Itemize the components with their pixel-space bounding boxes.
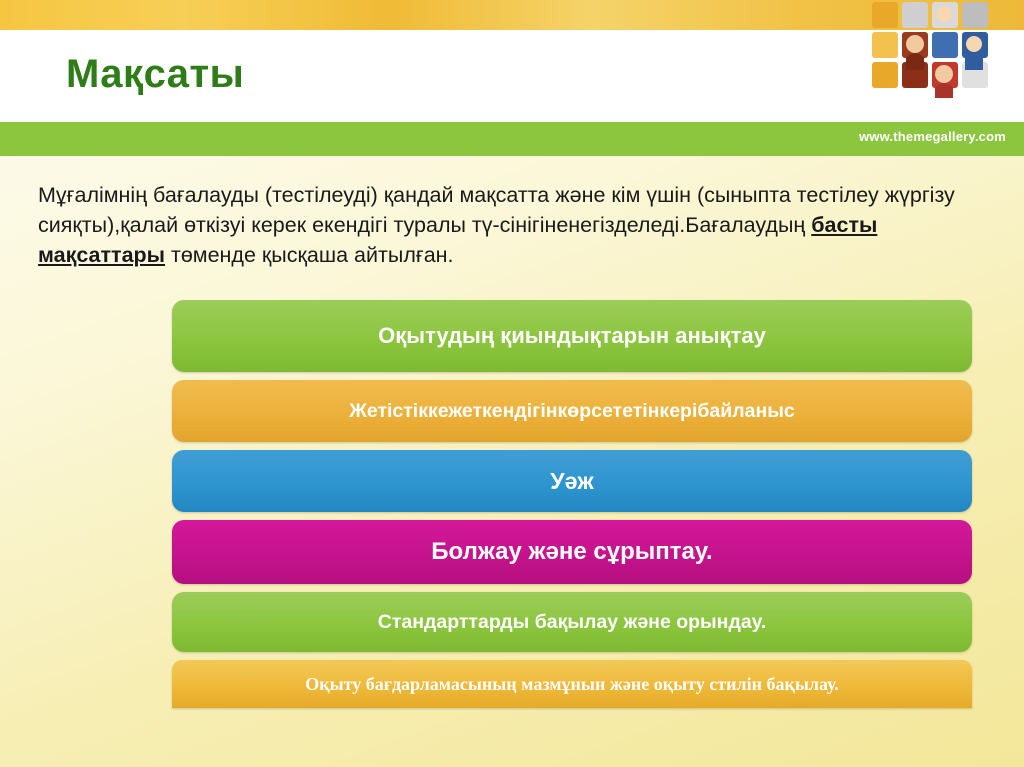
puzzle-people-decoration-icon (870, 0, 1010, 122)
list-item: Стандарттарды бақылау және орындау. (172, 592, 972, 652)
paragraph-part-2: төменде қысқаша айтылған. (165, 243, 454, 267)
list-item: Оқыту бағдарламасының мазмұнын және оқыту стилін бақылау. (172, 660, 972, 708)
body-paragraph (38, 180, 988, 270)
paragraph-emphasis: басты мақсаттары (38, 213, 878, 267)
list-item: Уәж (172, 450, 972, 512)
list-item: Жетістіккежеткендігінкөрсететінкерібайланыс (172, 380, 972, 442)
paragraph-part-1: Мұғалімнің бағалауды (тестілеуді) қандай мақсатта және кім үшін (сыныпта тестілеу жүргізу сияқты),қалай өткізуі керек екендігі туралы тү-сінігіненегізделеді.Бағалаудың (38, 183, 955, 237)
goal-bars-list (172, 300, 972, 716)
site-url-label: www.themegallery.com (858, 129, 1006, 144)
page-title: Мақсаты (66, 52, 245, 96)
list-item: Болжау және сұрыптау. (172, 520, 972, 584)
list-item: Оқытудың қиындықтарын анықтау (172, 300, 972, 372)
